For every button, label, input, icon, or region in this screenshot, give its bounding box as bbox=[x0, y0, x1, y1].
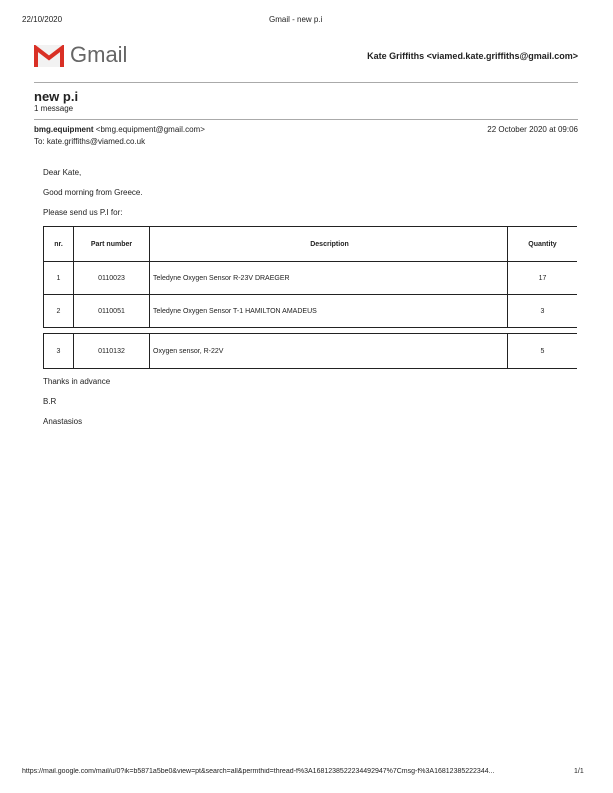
header-description: Description bbox=[150, 227, 508, 262]
account-label: Kate Griffiths <viamed.kate.griffiths@gmail.com> bbox=[367, 51, 578, 61]
parts-table bbox=[43, 226, 577, 328]
page-number: 1/1 bbox=[574, 768, 584, 775]
sender-email: <bmg.equipment@gmail.com> bbox=[95, 125, 205, 134]
table-row bbox=[44, 334, 578, 369]
cell-quantity: 5 bbox=[508, 334, 578, 369]
cell-description: Oxygen sensor, R-22V bbox=[150, 334, 508, 369]
cell-nr: 2 bbox=[44, 295, 74, 328]
recipient: To: kate.griffiths@viamed.co.uk bbox=[34, 137, 146, 146]
header-nr: nr. bbox=[44, 227, 74, 262]
sender bbox=[34, 125, 205, 134]
greeting: Dear Kate, bbox=[43, 168, 82, 177]
cell-nr: 3 bbox=[44, 334, 74, 369]
cell-nr: 1 bbox=[44, 262, 74, 295]
parts-table-continued bbox=[43, 333, 577, 369]
cell-part-number: 0110051 bbox=[74, 295, 150, 328]
print-title: Gmail - new p.i bbox=[269, 15, 323, 24]
message-count: 1 message bbox=[34, 104, 74, 113]
sender-name: bmg.equipment bbox=[34, 125, 94, 134]
table-row bbox=[44, 295, 578, 328]
cell-description: Teledyne Oxygen Sensor T-1 HAMILTON AMADEUS bbox=[150, 295, 508, 328]
cell-description: Teledyne Oxygen Sensor R-23V DRAEGER bbox=[150, 262, 508, 295]
divider bbox=[34, 119, 578, 120]
cell-quantity: 17 bbox=[508, 262, 578, 295]
cell-quantity: 3 bbox=[508, 295, 578, 328]
gmail-logo-icon bbox=[34, 45, 64, 67]
body-line: Good morning from Greece. bbox=[43, 188, 143, 197]
message-date: 22 October 2020 at 09:06 bbox=[487, 125, 578, 134]
closing-thanks: Thanks in advance bbox=[43, 377, 111, 386]
gmail-logo-text: Gmail bbox=[70, 42, 128, 67]
table-header-row bbox=[44, 227, 578, 262]
closing-br: B.R bbox=[43, 397, 57, 406]
table-row bbox=[44, 262, 578, 295]
body-line: Please send us P.I for: bbox=[43, 208, 123, 217]
header-part-number: Part number bbox=[74, 227, 150, 262]
print-date: 22/10/2020 bbox=[22, 15, 63, 24]
header-quantity: Quantity bbox=[508, 227, 578, 262]
email-subject: new p.i bbox=[34, 89, 79, 104]
print-url: https://mail.google.com/mail/u/0?ik=b5871a5be0&view=pt&search=all&permthid=thread-f%3A1681238522234492947%7Cmsg-f%3A16812385222344... bbox=[22, 768, 495, 775]
divider bbox=[34, 82, 578, 83]
cell-part-number: 0110023 bbox=[74, 262, 150, 295]
signature: Anastasios bbox=[43, 417, 83, 426]
cell-part-number: 0110132 bbox=[74, 334, 150, 369]
